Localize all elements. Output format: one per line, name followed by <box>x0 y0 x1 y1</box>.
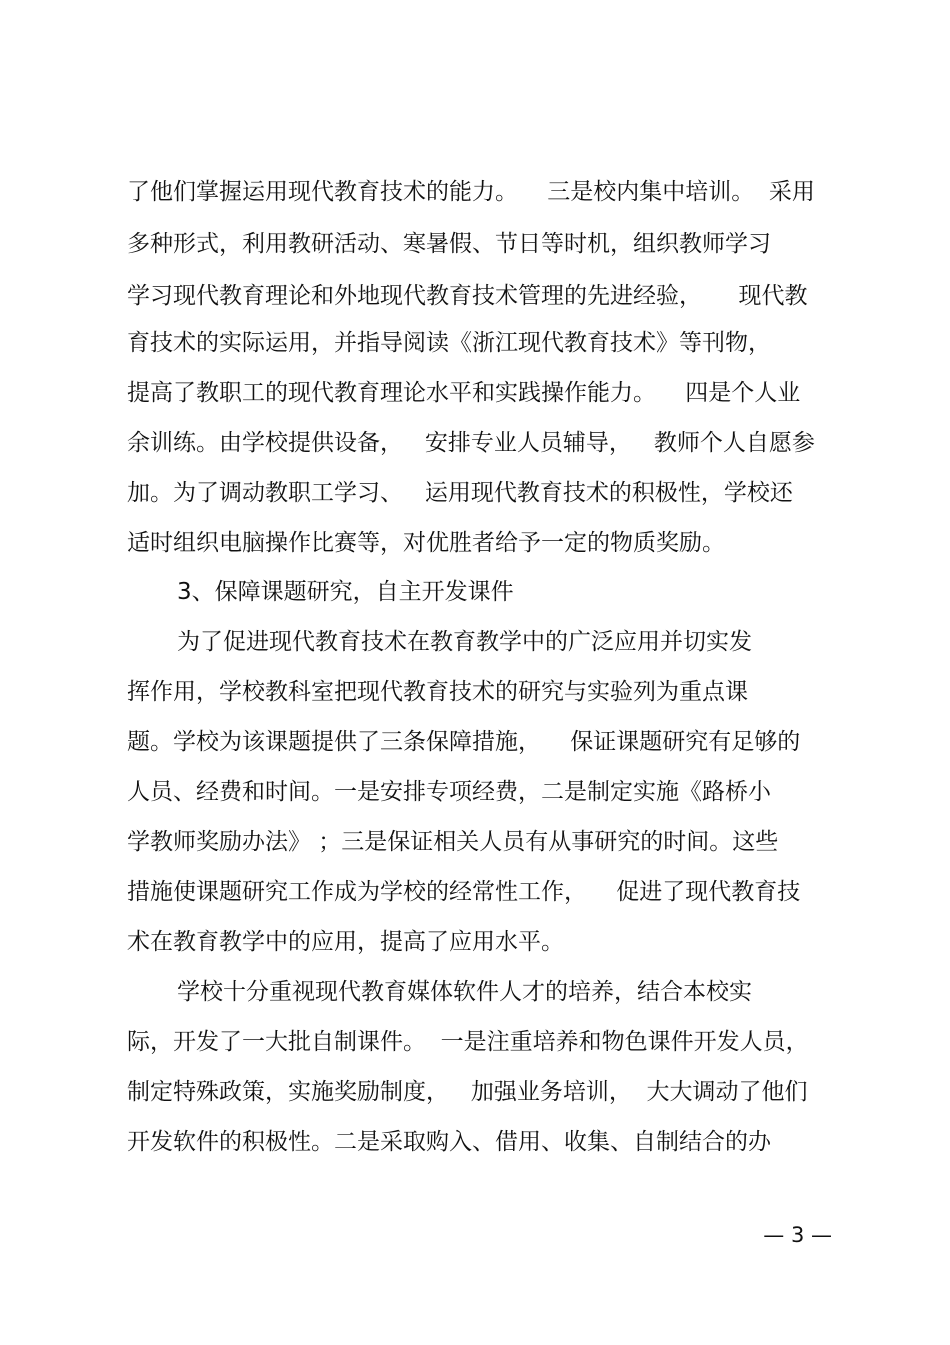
text-line: 人员、经费和时间。一是安排专项经费，二是制定实施《路桥小 <box>127 779 771 805</box>
text-line: 挥作用，学校教科室把现代教育技术的研究与实验列为重点课 <box>127 679 748 705</box>
text-line: 学教师奖励办法》 ；三是保证相关人员有从事研究的时间。这些 <box>127 829 779 855</box>
section-heading: 3、保障课题研究，自主开发课件 <box>177 579 514 605</box>
text-line: 学校十分重视现代教育媒体软件人才的培养，结合本校实 <box>177 979 752 1005</box>
text-line: 际，开发了一大批自制课件。 一是注重培养和物色课件开发人员， <box>127 1029 809 1055</box>
text-line: 了他们掌握运用现代教育技术的能力。 三是校内集中培训。 采用 <box>127 179 815 205</box>
text-line: 开发软件的积极性。二是采取购入、借用、收集、自制结合的办 <box>127 1129 771 1155</box>
text-line: 余训练。由学校提供设备， 安排专业人员辅导， 教师个人自愿参 <box>127 430 815 456</box>
text-line: 制定特殊政策，实施奖励制度， 加强业务培训， 大大调动了他们 <box>127 1079 808 1105</box>
text-line: 加。为了调动教职工学习、 运用现代教育技术的积极性，学校还 <box>127 480 793 506</box>
text-line: 提高了教职工的现代教育理论水平和实践操作能力。 四是个人业 <box>127 380 801 406</box>
text-line: 术在教育教学中的应用，提高了应用水平。 <box>127 929 564 955</box>
text-line: 题。学校为该课题提供了三条保障措施， 保证课题研究有足够的 <box>127 729 801 755</box>
text-line: 为了促进现代教育技术在教育教学中的广泛应用并切实发 <box>177 629 752 655</box>
text-line: 多种形式，利用教研活动、寒暑假、节日等时机，组织教师学习 <box>127 231 771 257</box>
text-line: 措施使课题研究工作成为学校的经常性工作， 促进了现代教育技 <box>127 879 801 905</box>
text-line: 学习现代教育理论和外地现代教育技术管理的先进经验， 现代教 <box>127 283 808 309</box>
text-line: 适时组织电脑操作比赛等，对优胜者给予一定的物质奖励。 <box>127 530 725 556</box>
page-number: — 3 — <box>763 1223 832 1247</box>
text-line: 育技术的实际运用，并指导阅读《浙江现代教育技术》等刊物， <box>127 330 771 356</box>
